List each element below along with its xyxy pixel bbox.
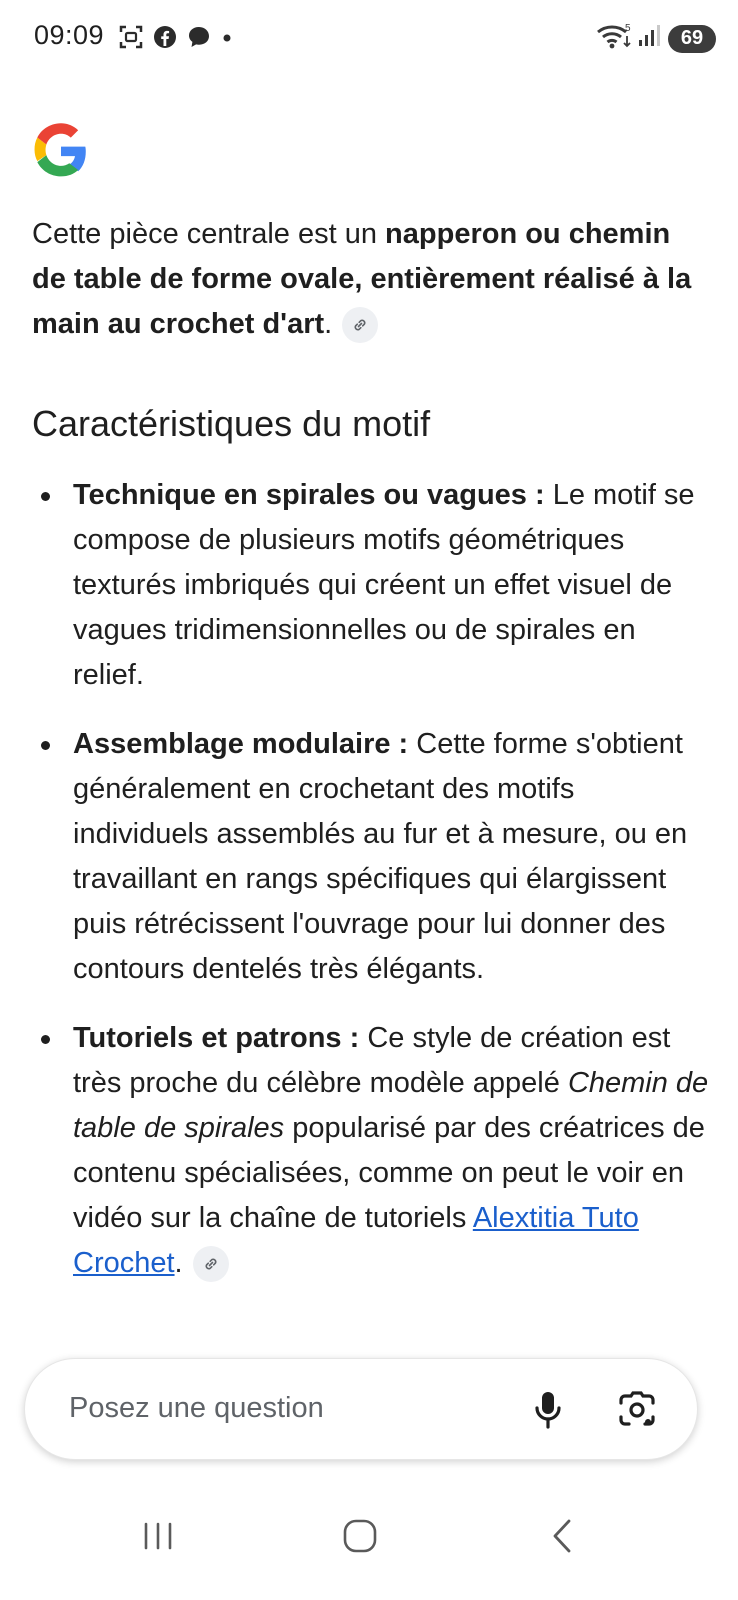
bullet-text-end: . — [174, 1247, 183, 1279]
lens-button[interactable] — [613, 1387, 661, 1433]
bullet-dot — [41, 741, 50, 750]
chat-bubble-icon — [186, 24, 212, 55]
link-icon — [202, 1255, 220, 1273]
camera-icon — [617, 1391, 657, 1429]
intro-text: Cette pièce centrale est un — [32, 218, 386, 250]
intro-bold-text: napperon ou chemin de table de forme ovale, entièrement réalisé à la main au crochet d'art — [32, 218, 692, 340]
bullet-title: Technique en spirales ou vagues : — [73, 479, 545, 511]
section-title: Caractéristiques du motif — [32, 403, 431, 444]
ai-answer — [32, 212, 712, 1310]
signal-icon — [638, 23, 662, 54]
bullet-italic-text: Chemin de table de spirales — [73, 1067, 709, 1144]
link-icon — [351, 316, 369, 334]
source-link-button[interactable] — [193, 1246, 229, 1282]
channel-link[interactable]: Alextitia Tuto Crochet — [73, 1202, 639, 1279]
mic-icon — [532, 1390, 564, 1430]
status-bar — [0, 0, 738, 76]
bullet-dot — [41, 1035, 50, 1044]
recent-apps-icon — [141, 1521, 175, 1551]
status-time: 09:09 — [34, 20, 105, 50]
dot-icon — [220, 24, 234, 55]
list-item — [32, 722, 712, 992]
bullet-title: Tutoriels et patrons : — [73, 1022, 360, 1054]
recent-apps-button[interactable] — [128, 1506, 188, 1566]
facebook-icon — [152, 24, 178, 55]
system-icons — [596, 22, 716, 55]
google-logo — [32, 122, 90, 180]
bullet-text: Ce style de création est très proche du célèbre modèle appelé — [73, 1022, 671, 1099]
intro-end: . — [324, 308, 333, 340]
back-icon — [547, 1518, 577, 1554]
notification-icons — [118, 24, 234, 55]
bullet-text: popularisé par des créatrices de contenu spécialisées, comme on peut le voir en vidéo sur la chaîne de tutoriels — [73, 1112, 705, 1234]
list-item — [32, 473, 712, 698]
answer-intro — [32, 212, 712, 347]
battery-icon: 69 — [668, 25, 716, 53]
feature-list — [32, 473, 712, 1286]
ask-input[interactable]: Posez une question — [69, 1392, 324, 1424]
svg-text:5: 5 — [625, 23, 631, 34]
bullet-text: Le motif se compose de plusieurs motifs géométriques texturés imbriqués qui créent un effet visuel de vagues tridimensionnelles ou de spirales en relief. — [73, 479, 695, 691]
home-icon — [342, 1518, 378, 1554]
list-item — [32, 1016, 712, 1286]
bullet-dot — [41, 492, 50, 501]
wifi-icon — [596, 22, 632, 55]
bullet-text: Cette forme s'obtient généralement en crochetant des motifs individuels assemblés au fur et à mesure, ou en travaillant en rangs spécifiques qui élargissent puis rétrécissent l'ouvrage pour lui donner des contours dentelés très élégants. — [73, 728, 688, 985]
bullet-title: Assemblage modulaire : — [73, 728, 409, 760]
mic-button[interactable] — [525, 1387, 571, 1433]
source-link-button[interactable] — [342, 307, 378, 343]
navigation-bar — [0, 1478, 738, 1600]
home-button[interactable] — [330, 1506, 390, 1566]
ask-input-bar[interactable] — [24, 1358, 698, 1460]
screenshot-icon — [118, 24, 144, 55]
back-button[interactable] — [532, 1506, 592, 1566]
